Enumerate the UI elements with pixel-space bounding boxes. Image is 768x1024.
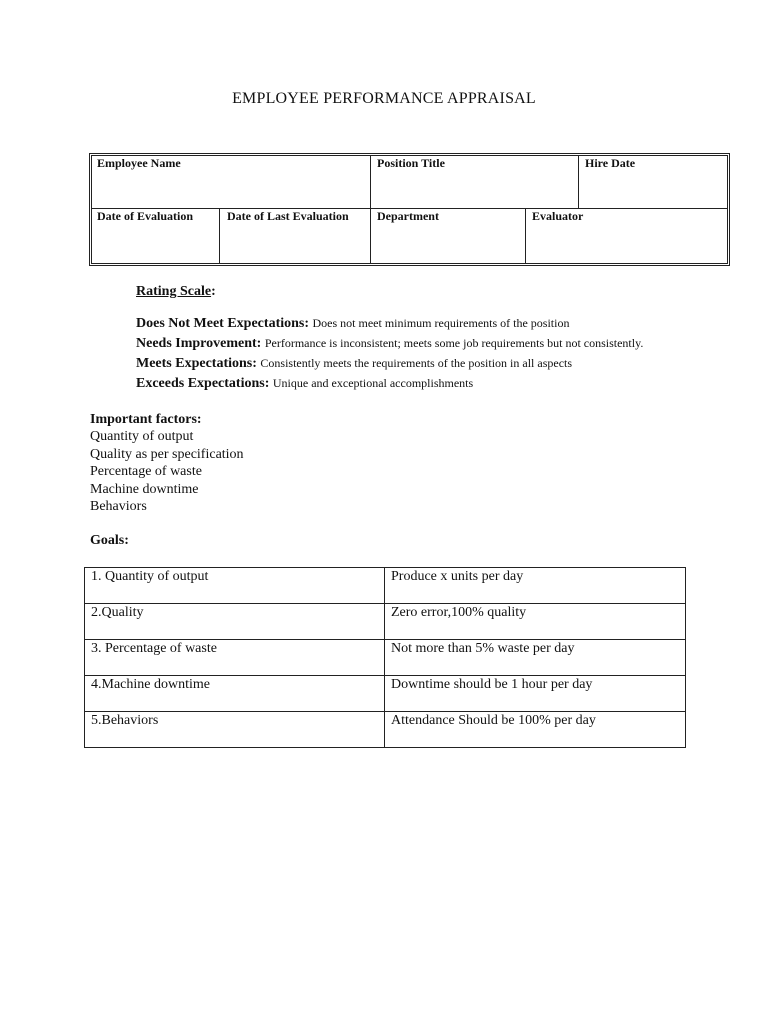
evaluator-label: Evaluator [532,209,584,223]
important-factors [90,411,244,515]
rating-item [136,376,473,392]
rating-item-label: Meets Expectations: [136,356,257,371]
rating-scale-heading-text: Rating Scale [136,284,212,299]
employee-name-label: Employee Name [97,156,181,170]
rating-item-label: Does Not Meet Expectations: [136,316,310,331]
goal-target-cell: Not more than 5% waste per day [385,640,686,676]
info-table-col-divider [370,208,371,264]
info-table-col-divider [578,155,579,208]
rating-scale-heading-colon: : [211,284,216,299]
position-title-label: Position Title [377,156,445,170]
rating-item-desc: Unique and exceptional accomplishments [272,376,474,390]
goal-target-cell: Attendance Should be 100% per day [385,712,686,748]
rating-item-desc: Consistently meets the requirements of the position in all aspects [260,356,573,370]
info-table-col-divider [219,208,220,264]
hire-date-label: Hire Date [585,156,636,170]
goal-factor-cell: 2.Quality [85,604,385,640]
rating-item [136,316,569,332]
page-title: EMPLOYEE PERFORMANCE APPRAISAL [232,90,536,107]
rating-item [136,336,643,352]
goal-target-cell: Zero error,100% quality [385,604,686,640]
factor-item: Machine downtime [90,481,199,497]
rating-item-desc: Performance is inconsistent; meets some job requirements but not consistently. [264,336,644,350]
date-of-evaluation-label: Date of Evaluation [97,209,193,223]
date-of-last-evaluation-label: Date of Last Evaluation [227,209,349,223]
factor-item: Quantity of output [90,429,194,445]
rating-item-label: Exceeds Expectations: [136,376,270,391]
factor-item: Percentage of waste [90,464,202,480]
table-row [85,568,686,604]
table-row [85,604,686,640]
goal-factor-cell: 4.Machine downtime [85,676,385,712]
info-table-col-divider [525,208,526,264]
factor-item: Quality as per specification [90,446,244,462]
department-label: Department [377,209,439,223]
rating-item-desc: Does not meet minimum requirements of the position [312,316,570,330]
rating-item [136,356,572,372]
goal-target-cell: Produce x units per day [385,568,686,604]
goal-factor-cell: 3. Percentage of waste [85,640,385,676]
goals-table [84,567,686,748]
table-row [85,676,686,712]
table-row [85,640,686,676]
rating-scale-heading [136,284,216,300]
employee-info-table [89,153,730,266]
goals-heading: Goals: [90,533,129,548]
goal-factor-cell: 5.Behaviors [85,712,385,748]
goal-factor-cell: 1. Quantity of output [85,568,385,604]
info-table-col-divider [370,155,371,208]
goal-target-cell: Downtime should be 1 hour per day [385,676,686,712]
important-factors-heading: Important factors: [90,412,202,427]
factor-item: Behaviors [90,499,147,515]
table-row [85,712,686,748]
rating-item-label: Needs Improvement: [136,336,262,351]
